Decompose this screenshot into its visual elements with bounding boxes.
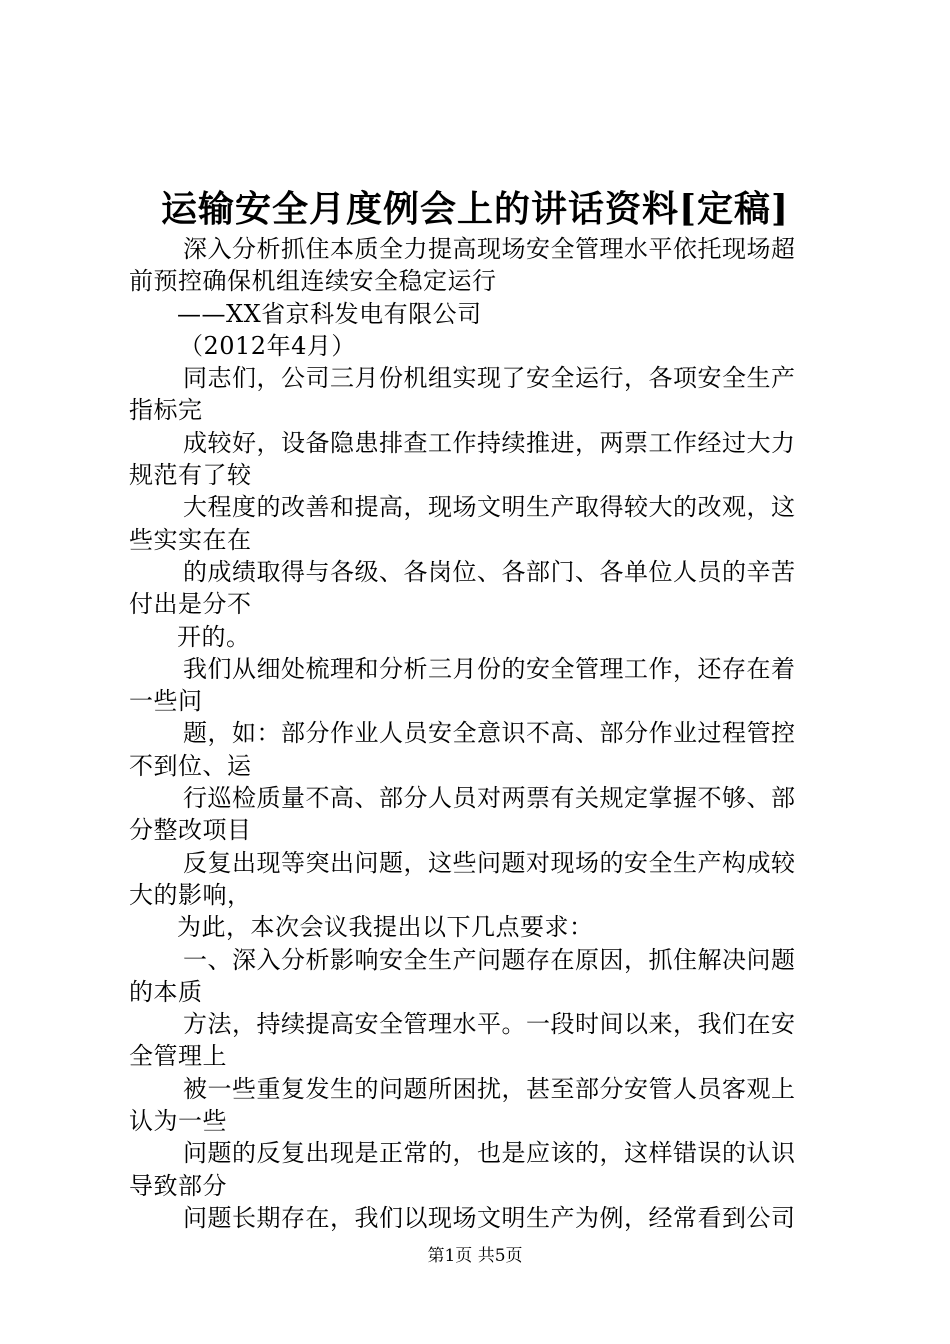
paragraph-line: 的本质 — [129, 977, 203, 1006]
paragraph-line: 方法，持续提高安全管理水平。一段时间以来，我们在安 — [183, 1010, 796, 1039]
paragraph-line: 反复出现等突出问题，这些问题对现场的安全生产构成较 — [183, 848, 796, 877]
paragraph-line: 开的。 — [177, 622, 251, 651]
paragraph-line: 题，如：部分作业人员安全意识不高、部分作业过程管控 — [183, 719, 796, 748]
paragraph-line: 全管理上 — [129, 1042, 227, 1071]
paragraph-line: 大的影响， — [129, 880, 252, 909]
date-line: （2012年4月） — [179, 331, 356, 360]
paragraph-line: 大程度的改善和提高，现场文明生产取得较大的改观，这 — [183, 493, 796, 522]
paragraph-line: 导致部分 — [129, 1171, 227, 1200]
paragraph-line: 行巡检质量不高、部分人员对两票有关规定掌握不够、部 — [183, 784, 796, 813]
paragraph-line: 不到位、运 — [129, 751, 252, 780]
paragraph-line: 一、深入分析影响安全生产问题存在原因，抓住解决问题 — [183, 945, 796, 974]
paragraph-line: 的成绩取得与各级、各岗位、各部门、各单位人员的辛苦 — [183, 557, 796, 586]
page-number-footer: 第1页 共5页 — [427, 1246, 523, 1266]
paragraph-line: 同志们，公司三月份机组实现了安全运行，各项安全生产 — [183, 364, 796, 393]
paragraph-line: 成较好，设备隐患排查工作持续推进，两票工作经过大力 — [183, 428, 796, 457]
author-line: ——XX省京科发电有限公司 — [177, 299, 482, 328]
paragraph-line: 些实实在在 — [129, 525, 252, 554]
paragraph-line: 被一些重复发生的问题所困扰，甚至部分安管人员客观上 — [183, 1074, 796, 1103]
paragraph-line: 为此，本次会议我提出以下几点要求： — [177, 913, 594, 942]
paragraph-line: 前预控确保机组连续安全稳定运行 — [129, 267, 497, 296]
document-body — [129, 233, 839, 1234]
paragraph-line: 深入分析抓住本质全力提高现场安全管理水平依托现场超 — [183, 235, 796, 263]
paragraph-line: 指标完 — [129, 396, 203, 425]
paragraph-line: 我们从细处梳理和分析三月份的安全管理工作，还存在着 — [183, 654, 796, 683]
paragraph-line: 一些问 — [129, 687, 203, 716]
paragraph-line: 付出是分不 — [129, 590, 252, 619]
document-title: 运输安全月度例会上的讲话资料[定稿] — [160, 188, 790, 230]
paragraph-line: 认为一些 — [129, 1107, 227, 1136]
paragraph-line: 问题长期存在，我们以现场文明生产为例，经常看到公司 — [183, 1203, 796, 1232]
paragraph-line: 分整改项目 — [129, 816, 252, 845]
paragraph-line: 问题的反复出现是正常的，也是应该的，这样错误的认识 — [183, 1139, 796, 1168]
paragraph-line: 规范有了较 — [129, 461, 252, 490]
